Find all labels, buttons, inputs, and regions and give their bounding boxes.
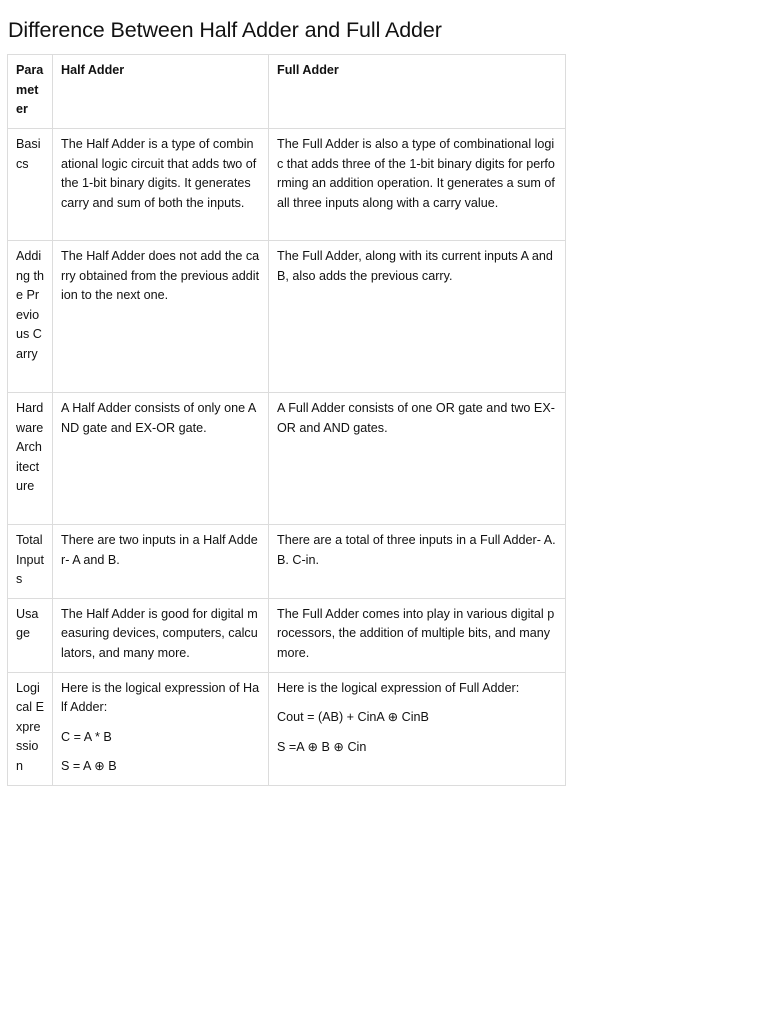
full-adder-cell: The Full Adder comes into play in various digital processors, the addition of multiple bits, and many more. xyxy=(269,598,566,672)
table-row xyxy=(8,598,566,672)
page-title: Difference Between Half Adder and Full Adder xyxy=(8,18,442,42)
comparison-table xyxy=(7,54,566,786)
table-row xyxy=(8,672,566,785)
row-parameter: Usage xyxy=(8,598,53,672)
full-adder-cell: The Full Adder is also a type of combinational logic that adds three of the 1-bit binary digits for performing an addition operation. It generates a sum of all three inputs along with a carry value. xyxy=(269,129,566,241)
table-header-row xyxy=(8,55,566,129)
full-adder-cell: The Full Adder, along with its current inputs A and B, also adds the previous carry. xyxy=(269,241,566,393)
expression-line: S = A ⊕ B xyxy=(61,759,117,773)
expression-lead: Here is the logical expression of Half Adder: xyxy=(61,680,260,714)
expression-line: C = A * B xyxy=(61,729,112,744)
half-adder-cell: The Half Adder is a type of combinational logic circuit that adds two of the 1-bit binary digits. It generates carry and sum of both the inputs. xyxy=(53,129,269,241)
row-parameter: Logical Expression xyxy=(8,672,53,785)
header-full-adder: Full Adder xyxy=(269,55,566,129)
table-row xyxy=(8,129,566,241)
full-adder-cell: A Full Adder consists of one OR gate and two EX-OR and AND gates. xyxy=(269,393,566,525)
header-parameter: Parameter xyxy=(8,55,53,129)
row-parameter: Total Inputs xyxy=(8,525,53,599)
expression-line: Cout = (AB) + CinA ⊕ CinB xyxy=(277,710,429,724)
row-parameter: Adding the Previous Carry xyxy=(8,241,53,393)
table-row xyxy=(8,241,566,393)
half-adder-cell: There are two inputs in a Half Adder- A and B. xyxy=(53,525,269,599)
header-half-adder: Half Adder xyxy=(53,55,269,129)
table-row xyxy=(8,393,566,525)
full-adder-cell: There are a total of three inputs in a Full Adder- A. B. C-in. xyxy=(269,525,566,599)
expression-lead: Here is the logical expression of Full Adder: xyxy=(277,680,520,695)
half-adder-cell: The Half Adder is good for digital measuring devices, computers, calculators, and many more. xyxy=(53,598,269,672)
half-adder-expression-cell xyxy=(53,672,269,785)
expression-line: S =A ⊕ B ⊕ Cin xyxy=(277,739,367,754)
full-adder-expression-cell xyxy=(269,672,566,785)
row-parameter: Hardware Architecture xyxy=(8,393,53,525)
half-adder-cell: The Half Adder does not add the carry obtained from the previous addition to the next one. xyxy=(53,241,269,393)
table-row xyxy=(8,525,566,599)
half-adder-cell: A Half Adder consists of only one AND gate and EX-OR gate. xyxy=(53,393,269,525)
row-parameter: Basics xyxy=(8,129,53,241)
